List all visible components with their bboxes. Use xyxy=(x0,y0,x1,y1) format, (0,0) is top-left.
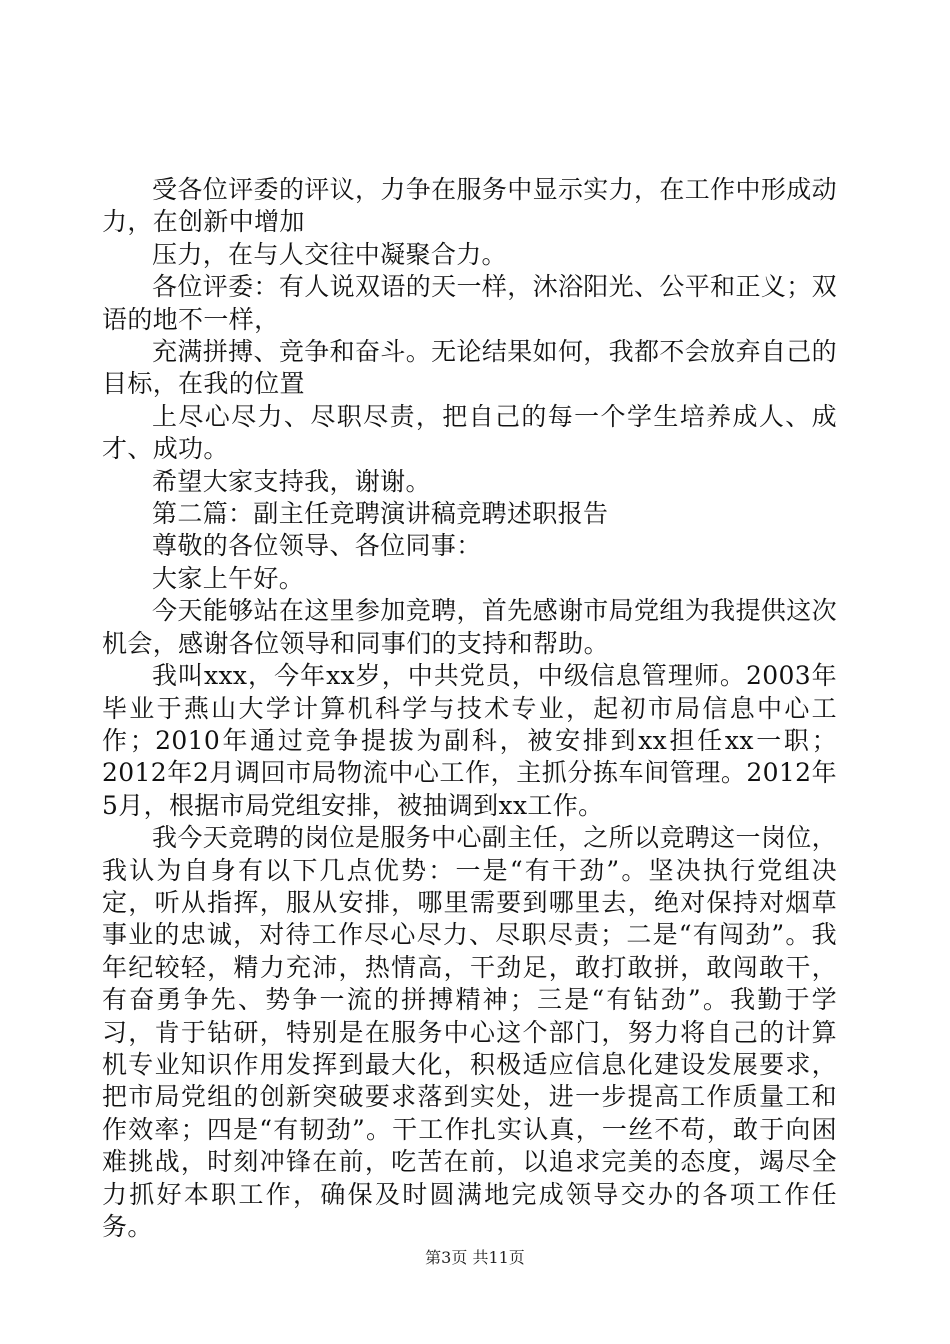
document-body xyxy=(102,174,837,1243)
section-heading: 第二篇：副主任竞聘演讲稿竞聘述职报告 xyxy=(152,499,609,529)
paragraph-1: 受各位评委的评议，力争在服务中显示实力，在工作中形成动力，在创新中增加 xyxy=(102,175,837,237)
paragraph-2: 压力，在与人交往中凝聚合力。 xyxy=(152,239,507,269)
greeting: 大家上午好。 xyxy=(152,563,305,593)
paragraph-5: 上尽心尽力、尽职尽责，把自己的每一个学生培养成人、成才、成功。 xyxy=(102,401,837,464)
paragraph-4: 充满拼搏、竞争和奋斗。无论结果如何，我都不会放弃自己的目标，在我的位置 xyxy=(102,337,837,399)
salutation: 尊敬的各位领导、各位同事： xyxy=(152,531,482,561)
page-number-footer: 第3页 共11页 xyxy=(425,1248,525,1267)
paragraph-6: 希望大家支持我，谢谢。 xyxy=(152,466,431,496)
paragraph-11: 我叫xxx，今年xx岁，中共党员，中级信息管理师。2003年毕业于燕山大学计算机科学与技术专业，起初市局信息中心工作；2010年通过竞争提拔为副科，被安排到xx担任xx一职；2012年2月调回市局物流中心工作，主抓分拣车间管理。2012年5月，根据市局党组安排，被抽调到xx工作。 xyxy=(102,661,837,820)
paragraph-3: 各位评委：有人说双语的天一样，沐浴阳光、公平和正义；双语的地不一样， xyxy=(102,272,837,334)
paragraph-12: 我今天竞聘的岗位是服务中心副主任，之所以竞聘这一岗位，我认为自身有以下几点优势：一是“有干劲”。坚决执行党组决定，听从指挥，服从安排，哪里需要到哪里去，绝对保持对烟草事业的忠诚，对待工作尽心尽力、尽职尽责；二是“有闯劲”。我年纪较轻，精力充沛，热情高，干劲足，敢打敢拼，敢闯敢干，有奋勇争先、势争一流的拼搏精神；三是“有钻劲”。我勤于学习，肯于钻研，特别是在服务中心这个部门，努力将自己的计算机专业知识作用发挥到最大化，积极适应信息化建设发展要求，把市局党组的创新突破要求落到实处，进一步提高工作质量工和作效率；四是“有韧劲”。干工作扎实认真，一丝不苟，敢于向困难挑战，时刻冲锋在前，吃苦在前，以追求完美的态度，竭尽全力抓好本职工作，确保及时圆满地完成领导交办的各项工作任务。 xyxy=(102,823,837,1241)
paragraph-10: 今天能够站在这里参加竞聘，首先感谢市局党组为我提供这次机会，感谢各位领导和同事们的支持和帮助。 xyxy=(102,596,837,658)
